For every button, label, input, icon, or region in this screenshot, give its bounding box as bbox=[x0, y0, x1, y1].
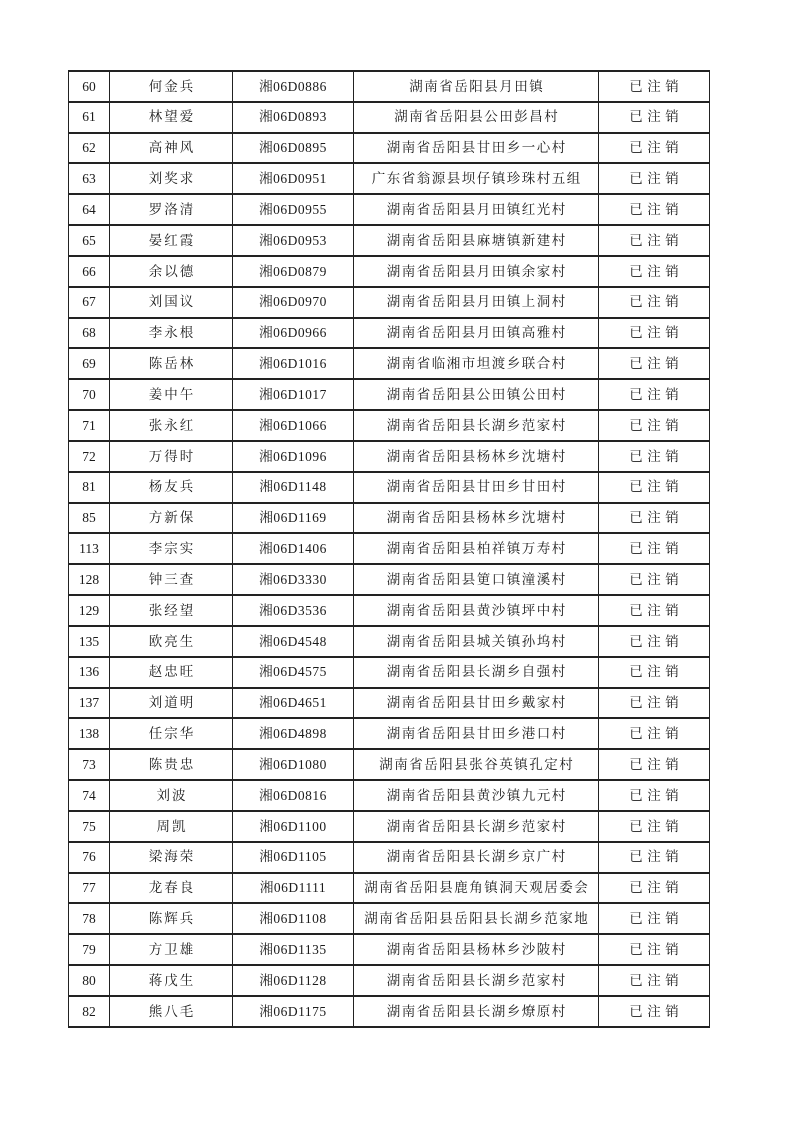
table-row bbox=[69, 71, 710, 102]
cell-person-name: 蒋戊生 bbox=[110, 965, 233, 996]
table-row bbox=[69, 996, 710, 1027]
cell-person-name: 陈岳林 bbox=[110, 348, 233, 379]
cell-status: 已注销 bbox=[599, 287, 710, 318]
table-row bbox=[69, 256, 710, 287]
table-row bbox=[69, 102, 710, 133]
cell-address: 湖南省岳阳县杨林乡沈塘村 bbox=[354, 503, 599, 534]
cell-sequence-number: 129 bbox=[69, 595, 110, 626]
cell-address: 湖南省岳阳县月田镇高雅村 bbox=[354, 318, 599, 349]
cell-person-name: 杨友兵 bbox=[110, 472, 233, 503]
cell-sequence-number: 65 bbox=[69, 225, 110, 256]
cell-address: 湖南省岳阳县杨林乡沈塘村 bbox=[354, 441, 599, 472]
cell-license-code: 湘06D4651 bbox=[233, 688, 354, 719]
cell-sequence-number: 85 bbox=[69, 503, 110, 534]
cell-sequence-number: 82 bbox=[69, 996, 110, 1027]
cell-address: 湖南省岳阳县月田镇上洞村 bbox=[354, 287, 599, 318]
cell-status: 已注销 bbox=[599, 749, 710, 780]
cell-address: 湖南省岳阳县张谷英镇孔定村 bbox=[354, 749, 599, 780]
cell-license-code: 湘06D0970 bbox=[233, 287, 354, 318]
cell-address: 湖南省岳阳县甘田乡一心村 bbox=[354, 133, 599, 164]
table-row bbox=[69, 811, 710, 842]
cell-status: 已注销 bbox=[599, 780, 710, 811]
cell-person-name: 方新保 bbox=[110, 503, 233, 534]
cell-address: 湖南省岳阳县黄沙镇九元村 bbox=[354, 780, 599, 811]
cell-person-name: 龙春良 bbox=[110, 873, 233, 904]
cell-person-name: 林望爱 bbox=[110, 102, 233, 133]
cell-status: 已注销 bbox=[599, 102, 710, 133]
cell-person-name: 何金兵 bbox=[110, 71, 233, 102]
table-row bbox=[69, 934, 710, 965]
cell-person-name: 陈辉兵 bbox=[110, 903, 233, 934]
cell-address: 湖南省岳阳县甘田乡甘田村 bbox=[354, 472, 599, 503]
cell-address: 湖南省临湘市坦渡乡联合村 bbox=[354, 348, 599, 379]
cell-person-name: 晏红霞 bbox=[110, 225, 233, 256]
table-row bbox=[69, 194, 710, 225]
cell-license-code: 湘06D1111 bbox=[233, 873, 354, 904]
cell-status: 已注销 bbox=[599, 903, 710, 934]
cell-sequence-number: 62 bbox=[69, 133, 110, 164]
cell-sequence-number: 80 bbox=[69, 965, 110, 996]
cell-sequence-number: 136 bbox=[69, 657, 110, 688]
cell-license-code: 湘06D3536 bbox=[233, 595, 354, 626]
cell-license-code: 湘06D1108 bbox=[233, 903, 354, 934]
cell-status: 已注销 bbox=[599, 410, 710, 441]
cell-status: 已注销 bbox=[599, 256, 710, 287]
cell-person-name: 姜中午 bbox=[110, 379, 233, 410]
table-row bbox=[69, 441, 710, 472]
cell-license-code: 湘06D1175 bbox=[233, 996, 354, 1027]
cell-address: 湖南省岳阳县公田彭昌村 bbox=[354, 102, 599, 133]
cell-person-name: 周凯 bbox=[110, 811, 233, 842]
table-row bbox=[69, 657, 710, 688]
cell-person-name: 高神风 bbox=[110, 133, 233, 164]
cell-license-code: 湘06D0816 bbox=[233, 780, 354, 811]
cell-person-name: 方卫雄 bbox=[110, 934, 233, 965]
table-row bbox=[69, 503, 710, 534]
cell-person-name: 余以德 bbox=[110, 256, 233, 287]
cell-license-code: 湘06D0951 bbox=[233, 163, 354, 194]
cell-status: 已注销 bbox=[599, 718, 710, 749]
cell-license-code: 湘06D0953 bbox=[233, 225, 354, 256]
cell-sequence-number: 73 bbox=[69, 749, 110, 780]
cell-address: 广东省翁源县坝仔镇珍珠村五组 bbox=[354, 163, 599, 194]
cell-sequence-number: 74 bbox=[69, 780, 110, 811]
cell-address: 湖南省岳阳县柏祥镇万寿村 bbox=[354, 533, 599, 564]
cell-person-name: 陈贵忠 bbox=[110, 749, 233, 780]
table-row bbox=[69, 749, 710, 780]
table-row bbox=[69, 163, 710, 194]
cell-sequence-number: 71 bbox=[69, 410, 110, 441]
cell-license-code: 湘06D1148 bbox=[233, 472, 354, 503]
cell-license-code: 湘06D1096 bbox=[233, 441, 354, 472]
cell-person-name: 万得时 bbox=[110, 441, 233, 472]
cell-status: 已注销 bbox=[599, 318, 710, 349]
cell-status: 已注销 bbox=[599, 657, 710, 688]
cell-address: 湖南省岳阳县月田镇余家村 bbox=[354, 256, 599, 287]
cell-address: 湖南省岳阳县甘田乡戴家村 bbox=[354, 688, 599, 719]
cell-address: 湖南省岳阳县麻塘镇新建村 bbox=[354, 225, 599, 256]
cell-status: 已注销 bbox=[599, 133, 710, 164]
cell-address: 湖南省岳阳县长湖乡范家村 bbox=[354, 410, 599, 441]
cell-sequence-number: 69 bbox=[69, 348, 110, 379]
cell-sequence-number: 81 bbox=[69, 472, 110, 503]
table-row bbox=[69, 626, 710, 657]
table-row bbox=[69, 718, 710, 749]
cell-status: 已注销 bbox=[599, 71, 710, 102]
cell-license-code: 湘06D4898 bbox=[233, 718, 354, 749]
cell-license-code: 湘06D1105 bbox=[233, 842, 354, 873]
cell-address: 湖南省岳阳县长湖乡京广村 bbox=[354, 842, 599, 873]
table-row bbox=[69, 842, 710, 873]
table-row bbox=[69, 873, 710, 904]
cell-sequence-number: 137 bbox=[69, 688, 110, 719]
cell-address: 湖南省岳阳县鹿角镇洞天观居委会 bbox=[354, 873, 599, 904]
cell-status: 已注销 bbox=[599, 811, 710, 842]
cell-sequence-number: 66 bbox=[69, 256, 110, 287]
cell-sequence-number: 70 bbox=[69, 379, 110, 410]
table-row bbox=[69, 225, 710, 256]
cell-license-code: 湘06D1016 bbox=[233, 348, 354, 379]
table-row bbox=[69, 318, 710, 349]
cell-address: 湖南省岳阳县长湖乡燎原村 bbox=[354, 996, 599, 1027]
table-row bbox=[69, 410, 710, 441]
cell-status: 已注销 bbox=[599, 595, 710, 626]
cell-person-name: 任宗华 bbox=[110, 718, 233, 749]
cell-sequence-number: 68 bbox=[69, 318, 110, 349]
cell-address: 湖南省岳阳县岳阳县长湖乡范家地 bbox=[354, 903, 599, 934]
cell-sequence-number: 64 bbox=[69, 194, 110, 225]
cell-status: 已注销 bbox=[599, 996, 710, 1027]
table-row bbox=[69, 595, 710, 626]
cell-address: 湖南省岳阳县月田镇红光村 bbox=[354, 194, 599, 225]
cell-status: 已注销 bbox=[599, 472, 710, 503]
cell-sequence-number: 78 bbox=[69, 903, 110, 934]
cell-person-name: 熊八毛 bbox=[110, 996, 233, 1027]
cell-person-name: 李宗实 bbox=[110, 533, 233, 564]
cell-sequence-number: 128 bbox=[69, 564, 110, 595]
cell-license-code: 湘06D1169 bbox=[233, 503, 354, 534]
cell-status: 已注销 bbox=[599, 225, 710, 256]
cell-license-code: 湘06D0879 bbox=[233, 256, 354, 287]
cell-sequence-number: 72 bbox=[69, 441, 110, 472]
cell-person-name: 梁海荣 bbox=[110, 842, 233, 873]
cell-license-code: 湘06D1406 bbox=[233, 533, 354, 564]
cell-address: 湖南省岳阳县公田镇公田村 bbox=[354, 379, 599, 410]
cell-sequence-number: 61 bbox=[69, 102, 110, 133]
cell-person-name: 刘奖求 bbox=[110, 163, 233, 194]
cell-address: 湖南省岳阳县黄沙镇坪中村 bbox=[354, 595, 599, 626]
cell-license-code: 湘06D3330 bbox=[233, 564, 354, 595]
cell-address: 湖南省岳阳县长湖乡范家村 bbox=[354, 965, 599, 996]
cell-address: 湖南省岳阳县长湖乡范家村 bbox=[354, 811, 599, 842]
cell-license-code: 湘06D0895 bbox=[233, 133, 354, 164]
cell-sequence-number: 76 bbox=[69, 842, 110, 873]
table-row bbox=[69, 348, 710, 379]
cell-address: 湖南省岳阳县甘田乡港口村 bbox=[354, 718, 599, 749]
cell-person-name: 张永红 bbox=[110, 410, 233, 441]
cell-license-code: 湘06D4575 bbox=[233, 657, 354, 688]
cell-person-name: 李永根 bbox=[110, 318, 233, 349]
cell-license-code: 湘06D4548 bbox=[233, 626, 354, 657]
cell-address: 湖南省岳阳县月田镇 bbox=[354, 71, 599, 102]
cell-person-name: 钟三查 bbox=[110, 564, 233, 595]
cell-address: 湖南省岳阳县杨林乡沙陂村 bbox=[354, 934, 599, 965]
cell-person-name: 欧亮生 bbox=[110, 626, 233, 657]
table-row bbox=[69, 903, 710, 934]
cell-status: 已注销 bbox=[599, 934, 710, 965]
cell-status: 已注销 bbox=[599, 194, 710, 225]
cell-status: 已注销 bbox=[599, 873, 710, 904]
cell-status: 已注销 bbox=[599, 503, 710, 534]
cell-license-code: 湘06D1066 bbox=[233, 410, 354, 441]
table-row bbox=[69, 133, 710, 164]
cell-status: 已注销 bbox=[599, 564, 710, 595]
cell-license-code: 湘06D0955 bbox=[233, 194, 354, 225]
table-row bbox=[69, 780, 710, 811]
table-row bbox=[69, 379, 710, 410]
cell-license-code: 湘06D0966 bbox=[233, 318, 354, 349]
cell-person-name: 刘波 bbox=[110, 780, 233, 811]
cell-license-code: 湘06D0893 bbox=[233, 102, 354, 133]
cell-address: 湖南省岳阳县城关镇孙坞村 bbox=[354, 626, 599, 657]
cell-sequence-number: 79 bbox=[69, 934, 110, 965]
cell-person-name: 罗洛清 bbox=[110, 194, 233, 225]
table-row bbox=[69, 287, 710, 318]
cell-license-code: 湘06D1080 bbox=[233, 749, 354, 780]
cell-sequence-number: 60 bbox=[69, 71, 110, 102]
cell-sequence-number: 75 bbox=[69, 811, 110, 842]
cell-status: 已注销 bbox=[599, 348, 710, 379]
cell-status: 已注销 bbox=[599, 688, 710, 719]
cell-status: 已注销 bbox=[599, 965, 710, 996]
cell-status: 已注销 bbox=[599, 842, 710, 873]
cell-sequence-number: 63 bbox=[69, 163, 110, 194]
cell-license-code: 湘06D1135 bbox=[233, 934, 354, 965]
registry-table bbox=[68, 70, 710, 1028]
cell-person-name: 赵忠旺 bbox=[110, 657, 233, 688]
cell-person-name: 张经望 bbox=[110, 595, 233, 626]
cell-person-name: 刘道明 bbox=[110, 688, 233, 719]
cell-license-code: 湘06D0886 bbox=[233, 71, 354, 102]
cell-sequence-number: 77 bbox=[69, 873, 110, 904]
table-row bbox=[69, 688, 710, 719]
table-row bbox=[69, 533, 710, 564]
cell-status: 已注销 bbox=[599, 626, 710, 657]
cell-license-code: 湘06D1017 bbox=[233, 379, 354, 410]
cell-status: 已注销 bbox=[599, 441, 710, 472]
cell-status: 已注销 bbox=[599, 379, 710, 410]
cell-license-code: 湘06D1128 bbox=[233, 965, 354, 996]
cell-sequence-number: 138 bbox=[69, 718, 110, 749]
table-row bbox=[69, 564, 710, 595]
cell-status: 已注销 bbox=[599, 163, 710, 194]
cell-person-name: 刘国议 bbox=[110, 287, 233, 318]
cell-sequence-number: 135 bbox=[69, 626, 110, 657]
cell-sequence-number: 67 bbox=[69, 287, 110, 318]
cell-sequence-number: 113 bbox=[69, 533, 110, 564]
cell-status: 已注销 bbox=[599, 533, 710, 564]
cell-license-code: 湘06D1100 bbox=[233, 811, 354, 842]
cell-address: 湖南省岳阳县长湖乡自强村 bbox=[354, 657, 599, 688]
table-row bbox=[69, 965, 710, 996]
cell-address: 湖南省岳阳县筻口镇潼溪村 bbox=[354, 564, 599, 595]
table-row bbox=[69, 472, 710, 503]
